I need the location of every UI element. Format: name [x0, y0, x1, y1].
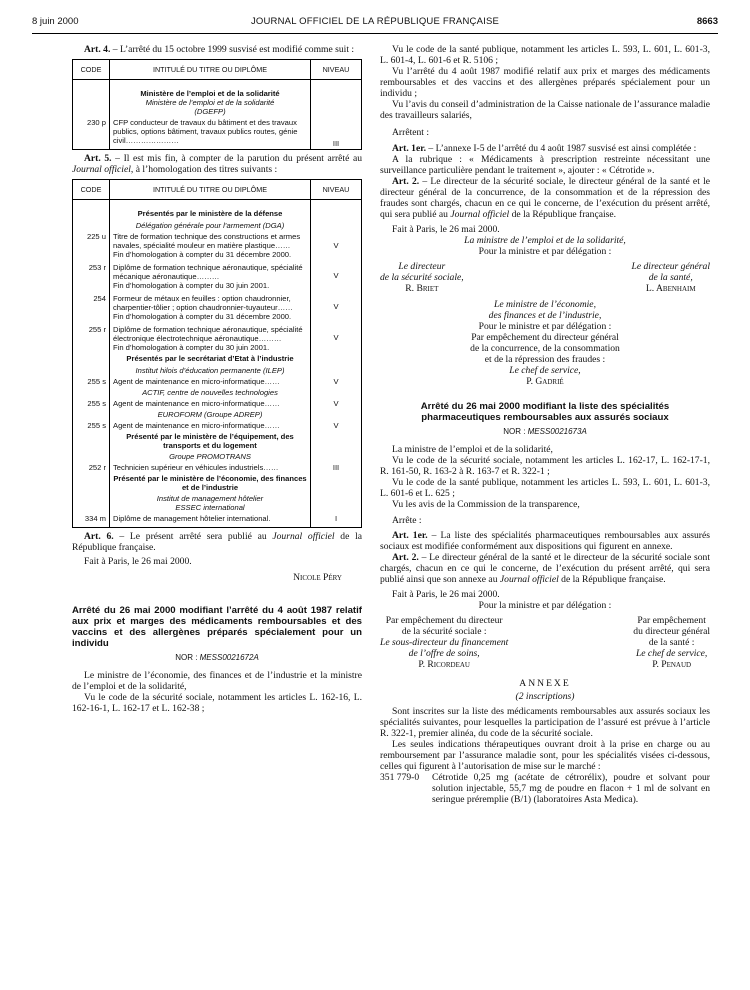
signature-block: des finances et de l’industrie,	[488, 310, 602, 321]
group-row: Ministère de l’emploi et de la solidarité Ministère de l’emploi et de la solidarité (DGEFP)	[73, 80, 362, 118]
table-row: 255 r Diplôme de formation technique aéronautique, spécialité électronique électrotechnique aéronautique……… Fin d’homologation à compter du 30 juin 2001. V	[73, 322, 362, 353]
table-row: 252 r Technicien supérieur en véhicules industriels…… III	[73, 462, 362, 473]
paragraph: La ministre de l’emploi et de la solidarité,	[392, 444, 553, 455]
paragraph: Vu les avis de la Commission de la transparence,	[392, 499, 580, 510]
signature-block: et de la répression des fraudes :	[484, 354, 606, 365]
table-row: 255 s Agent de maintenance en micro-informatique…… V	[73, 420, 362, 431]
fait-a-paris: Fait à Paris, le 26 mai 2000.	[84, 556, 192, 567]
table-row: 253 r Diplôme de formation technique aéronautique, spécialité mécanique aéronautique……… Fin d’homologation à compter du 30 juin 2001. V	[73, 260, 362, 291]
right-column	[380, 44, 710, 805]
group-row: Présentés par le secrétariat d’Etat à l’industrie Institut hilois d’éducation permanente (ILEP)	[73, 353, 362, 376]
annexe-title: ANNEXE	[519, 678, 571, 689]
paragraph: Vu l’avis du conseil d’administration de la Caisse nationale de l’assurance maladie des travailleurs salariés,	[380, 99, 710, 121]
paragraph: Vu le code de la santé publique, notamment les articles L. 593, L. 601, L. 601-3, L. 601-4, L. 601-6 et R. 5106 ;	[380, 44, 710, 66]
article-4: Art. 4. – L’arrêté du 15 octobre 1999 susvisé est modifié comme suit :	[84, 44, 355, 55]
paragraph: Vu le code de la santé publique, notamment les articles L. 593, L. 601, L. 601-3, L. 601-6 et L. 625 ;	[380, 477, 710, 499]
paragraph: Vu le code de la sécurité sociale, notamment les articles L. 162-16, L. 162-16-1, L. 162-17 et L. 162-38 ;	[72, 692, 362, 714]
header-title: JOURNAL OFFICIEL DE LA RÉPUBLIQUE FRANÇAISE	[250, 16, 500, 27]
signature-block: P. Gadrié	[526, 376, 564, 387]
col-code: CODE	[73, 60, 110, 80]
page-header	[32, 14, 718, 30]
signature-row: Le directeur de la sécurité sociale, R. Briet Le directeur général de la santé, L. Abenhaim	[380, 261, 710, 294]
table-row: 334 m Diplôme de management hôtelier international. I	[73, 513, 362, 528]
paragraph: Le ministre de l’économie, des finances et de l’industrie et la ministre de l’emploi et de la solidarité,	[72, 670, 362, 692]
fait-a-paris: Fait à Paris, le 26 mai 2000.	[392, 224, 500, 235]
group-row: Présentés par le ministère de la défense Délégation générale pour l’armement (DGA)	[73, 200, 362, 232]
col-titre: INTITULÉ DU TITRE OU DIPLÔME	[110, 60, 311, 80]
left-column	[72, 44, 362, 714]
table-row: 225 u Titre de formation technique des constructions et armes navales, spécialité mouleur en matière plastique…… Fin d’homologation à compter du 31 décembre 2000. V	[73, 231, 362, 260]
arrete-title: Arrêté du 26 mai 2000 modifiant la liste des spécialités pharmaceutiques remboursables aux assurés sociaux	[420, 401, 670, 423]
article-6: Art. 6. – Le présent arrêté sera publié au Journal officiel de la République française.	[72, 531, 362, 553]
table-fin-homologation	[72, 179, 362, 528]
paragraph: Vu le code de la sécurité sociale, notamment les articles L. 162-17, L. 162-17-1, R. 161-50, R. 163-2 à R. 163-7 et R. 322-1 ;	[380, 455, 710, 477]
article-1: Art. 1er. – La liste des spécialités pharmaceutiques remboursables aux assurés sociaux est modifiée conformément aux dispositions qui figurent en annexe.	[380, 530, 710, 552]
signature-block: Pour la ministre et par délégation :	[478, 246, 612, 257]
header-date: 8 juin 2000	[32, 16, 79, 27]
nor-reference: NOR : MESS0021672A	[175, 653, 259, 662]
table-row: 254 Formeur de métaux en feuilles : option chaudronnier, charpentier-tôlier ; option chaudronnier-tuyauteur…… Fin d’homologation à compter du 31 décembre 2000. V	[73, 291, 362, 322]
annexe-subtitle: (2 inscriptions)	[515, 691, 575, 702]
col-niveau: NIVEAU	[311, 60, 362, 80]
paragraph: A la rubrique : « Médicaments à prescription restreinte nécessitant une surveillance particulière pendant le traitement », ajouter : « Cétrotide ».	[380, 154, 710, 176]
paragraph: Vu l’arrêté du 4 août 1987 modifié relatif aux prix et marges des médicaments remboursables et des vaccins et des allergènes préparés spécialement pour un individu ;	[380, 66, 710, 99]
group-row: EUROFORM (Groupe ADREP)	[73, 409, 362, 420]
signature-block: Par empêchement du directeur général	[471, 332, 619, 343]
arrete-title: Arrêté du 26 mai 2000 modifiant l’arrêté du 4 août 1987 relatif aux prix et marges des médicaments remboursables et des vaccins et des allergènes préparés spécialement pour un individu	[72, 605, 362, 649]
nor-reference: NOR : MESS0021673A	[503, 427, 587, 436]
fait-a-paris: Fait à Paris, le 26 mai 2000.	[392, 589, 500, 600]
header-page-number: 8663	[696, 16, 718, 27]
signature-block: de la concurrence, de la consommation	[470, 343, 620, 354]
paragraph: Les seules indications thérapeutiques ouvrant droit à la prise en charge ou au remboursement par l’assurance maladie sont, pour les spécialités visées ci-dessous, celles qui figurent à l’autorisation de mise sur le marché :	[380, 739, 710, 772]
arretent: Arrêtent :	[392, 127, 430, 138]
signature-block: Pour la ministre et par délégation :	[478, 600, 612, 611]
article-5: Art. 5. – Il est mis fin, à compter de la parution du présent arrêté au Journal officiel, à l’homologation des titres suivants :	[72, 153, 362, 175]
group-row: Présenté par le ministère de l’économie, des finances et de l’industrie Institut de management hôtelier ESSEC international	[73, 473, 362, 513]
table-emploi	[72, 59, 362, 150]
arrete: Arrête :	[392, 515, 422, 526]
signature-row: Par empêchement du directeur de la sécurité sociale : Le sous-directeur du financement de l’offre de soins, P. Ricordeau Par empêchement du directeur général de la santé : Le chef de service, P. Penaud	[380, 615, 710, 670]
table-header	[73, 60, 362, 80]
signature-block: Le ministre de l’économie,	[494, 299, 596, 310]
signature-block: Pour le ministre et par délégation :	[478, 321, 612, 332]
table-header: CODE INTITULÉ DU TITRE OU DIPLÔME NIVEAU	[73, 180, 362, 200]
list-item: 351 779-0 Cétrotide 0,25 mg (acétate de cétrorélix), poudre et solvant pour solution injectable, 55,7 mg de poudre en flacon + 1 ml de solvant en seringue préremplie (B/1) (laboratoires Asta Medica).	[380, 772, 710, 805]
article-2: Art. 2. – Le directeur général de la santé et le directeur de la sécurité sociale sont chargés, chacun en ce qui le concerne, de l’exécution du présent arrêté, qui sera publié ainsi que son annexe au Journal officiel de la République française.	[380, 552, 711, 585]
group-row: Présenté par le ministère de l’équipement, des transports et du logement Groupe PROMOTRANS	[73, 431, 362, 462]
table-row: 255 s Agent de maintenance en micro-informatique…… V	[73, 398, 362, 409]
table-row: 255 s Agent de maintenance en micro-informatique…… V	[73, 376, 362, 387]
signature-block: La ministre de l’emploi et de la solidarité,	[464, 235, 626, 246]
header-rule	[32, 33, 718, 34]
signature: Nicole Péry	[293, 572, 342, 583]
table-row: 230 p CFP conducteur de travaux du bâtiment et des travaux publics, options bâtiment, travaux publics routes, génie civil………………… III	[73, 117, 362, 150]
article-1: Art. 1er. – L’annexe I-5 de l’arrêté du 4 août 1987 susvisé est ainsi complétée :	[392, 143, 697, 154]
group-row: ACTIF, centre de nouvelles technologies	[73, 387, 362, 398]
article-2: Art. 2. – Le directeur de la sécurité sociale, le directeur général de la santé et le directeur général de la concurrence, de la consommation et de la répression des fraudes sont chargés, chacun en ce qui le concerne, de l’exécution du présent arrêté, qui sera publié au Journal officiel de la République française.	[380, 176, 710, 220]
signature-block: Le chef de service,	[509, 365, 581, 376]
paragraph: Sont inscrites sur la liste des médicaments remboursables aux assurés sociaux les spécialités suivantes, pour lesquelles la participation de l’assuré est prévue à l’article R. 322-1, premier alinéa, du code de la sécurité sociale.	[380, 706, 710, 739]
